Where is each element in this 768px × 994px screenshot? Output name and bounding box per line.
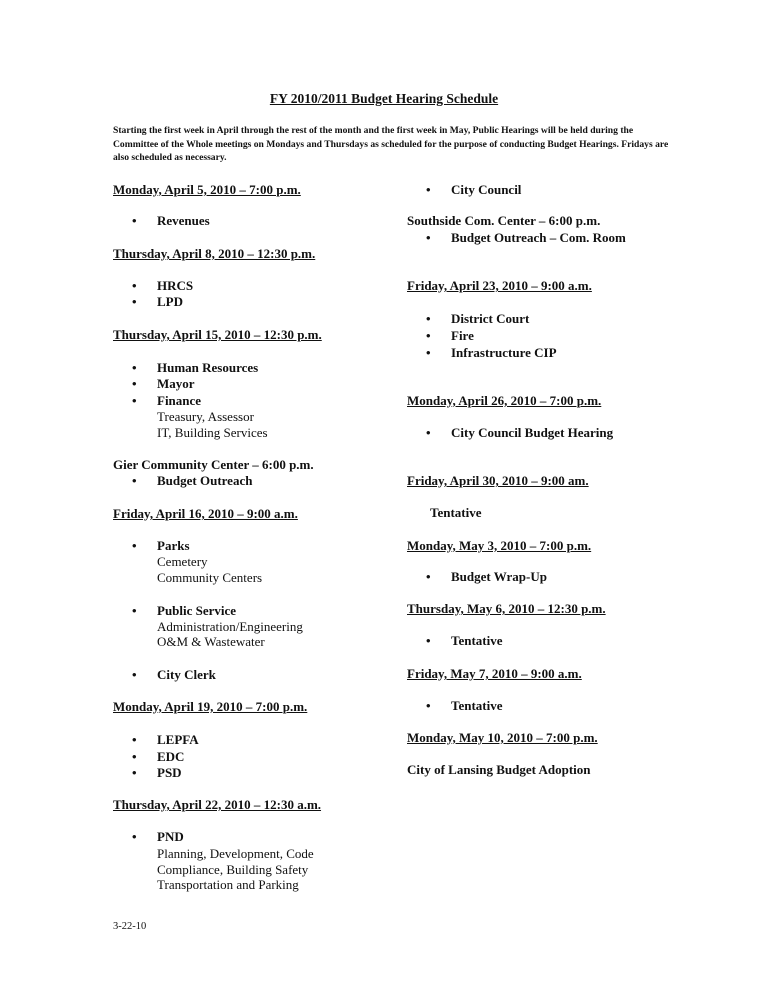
bullet-icon: •: [426, 698, 431, 713]
bullet-icon: •: [426, 633, 431, 648]
schedule-date-header: Thursday, April 8, 2010 – 12:30 p.m.: [113, 246, 316, 261]
agenda-item: [113, 749, 184, 765]
agenda-item-label: Tentative: [451, 633, 503, 648]
schedule-date-header: Friday, April 30, 2010 – 9:00 am.: [407, 473, 589, 488]
schedule-date-header: Thursday, April 22, 2010 – 12:30 a.m.: [113, 797, 322, 812]
agenda-item-label: City Council Budget Hearing: [451, 425, 614, 440]
agenda-item-label: Budget Wrap-Up: [451, 569, 547, 584]
agenda-subitem: Cemetery: [157, 554, 208, 569]
agenda-item: [113, 538, 190, 554]
agenda-item: [113, 765, 182, 781]
agenda-item-label: PSD: [157, 765, 182, 780]
agenda-item-label: LPD: [157, 294, 183, 309]
bullet-icon: •: [426, 311, 431, 326]
bullet-icon: •: [132, 278, 137, 293]
agenda-item: [113, 829, 184, 845]
schedule-date-header: Monday, April 5, 2010 – 7:00 p.m.: [113, 182, 301, 197]
adoption-note: City of Lansing Budget Adoption: [407, 762, 591, 777]
location-header: Southside Com. Center – 6:00 p.m.: [407, 213, 601, 228]
agenda-item: [407, 345, 557, 361]
agenda-item-label: District Court: [451, 311, 530, 326]
footer-date: 3-22-10: [113, 921, 147, 932]
agenda-item: [113, 213, 210, 229]
agenda-item: [113, 667, 216, 683]
schedule-date-header: Friday, May 7, 2010 – 9:00 a.m.: [407, 666, 582, 681]
bullet-icon: •: [132, 765, 137, 780]
bullet-icon: •: [132, 732, 137, 747]
agenda-item-label: Infrastructure CIP: [451, 345, 557, 360]
agenda-item-label: City Council: [451, 182, 522, 197]
schedule-date-header: Friday, April 23, 2010 – 9:00 a.m.: [407, 278, 592, 293]
agenda-item-label: Budget Outreach – Com. Room: [451, 230, 626, 245]
bullet-icon: •: [132, 213, 137, 228]
agenda-item: [113, 393, 201, 409]
document-title: FY 2010/2011 Budget Hearing Schedule: [269, 91, 499, 106]
agenda-item-label: PND: [157, 829, 184, 844]
bullet-icon: •: [132, 603, 137, 618]
agenda-item: [113, 294, 183, 310]
agenda-item-label: Fire: [451, 328, 474, 343]
agenda-item: [407, 182, 521, 198]
agenda-subitem: Compliance, Building Safety: [157, 862, 309, 877]
agenda-subitem: Treasury, Assessor: [157, 409, 254, 424]
agenda-item-label: Mayor: [157, 376, 195, 391]
bullet-icon: •: [426, 328, 431, 343]
agenda-item-label: Revenues: [157, 213, 210, 228]
bullet-icon: •: [132, 667, 137, 682]
agenda-item-label: LEPFA: [157, 732, 199, 747]
agenda-item: [113, 278, 193, 294]
bullet-icon: •: [132, 829, 137, 844]
agenda-subitem: O&M & Wastewater: [157, 634, 265, 649]
schedule-date-header: Friday, April 16, 2010 – 9:00 a.m.: [113, 506, 298, 521]
schedule-date-header: Monday, May 3, 2010 – 7:00 p.m.: [407, 538, 592, 553]
agenda-item: [113, 360, 258, 376]
bullet-icon: •: [426, 425, 431, 440]
agenda-item-label: City Clerk: [157, 667, 216, 682]
bullet-icon: •: [132, 393, 137, 408]
agenda-item: [113, 473, 252, 489]
agenda-subitem: Transportation and Parking: [157, 877, 299, 892]
agenda-item: [113, 376, 195, 392]
schedule-date-header: Monday, May 10, 2010 – 7:00 p.m.: [407, 730, 598, 745]
agenda-item: [407, 698, 503, 714]
bullet-icon: •: [426, 345, 431, 360]
bullet-icon: •: [426, 569, 431, 584]
bullet-icon: •: [132, 749, 137, 764]
agenda-item: [407, 633, 503, 649]
bullet-icon: •: [132, 538, 137, 553]
schedule-date-header: Monday, April 19, 2010 – 7:00 p.m.: [113, 699, 308, 714]
schedule-date-header: Thursday, May 6, 2010 – 12:30 p.m.: [407, 601, 606, 616]
agenda-item: [407, 569, 547, 585]
intro-paragraph: Starting the first week in April through the rest of the month and the first week in May, Public Hearings will be held during the Committee of the Whole meetings on Mondays and Thursdays as scheduled for the purpose of conducting Budget Hearings. Fridays are also scheduled as necessary.: [113, 125, 669, 163]
agenda-item: [113, 603, 236, 619]
agenda-item-label: Finance: [157, 393, 202, 408]
agenda-subitem: Community Centers: [157, 570, 263, 585]
agenda-item-label: Budget Outreach: [157, 473, 253, 488]
tentative-note: Tentative: [430, 505, 482, 520]
bullet-icon: •: [132, 360, 137, 375]
agenda-item: [407, 230, 626, 246]
bullet-icon: •: [426, 182, 431, 197]
schedule-date-header: Thursday, April 15, 2010 – 12:30 p.m.: [113, 327, 322, 342]
agenda-item-label: Tentative: [451, 698, 503, 713]
agenda-item-label: Parks: [157, 538, 190, 553]
schedule-date-header: Monday, April 26, 2010 – 7:00 p.m.: [407, 393, 602, 408]
bullet-icon: •: [132, 376, 137, 391]
agenda-subitem: Planning, Development, Code: [157, 846, 314, 861]
bullet-icon: •: [426, 230, 431, 245]
location-header: Gier Community Center – 6:00 p.m.: [113, 457, 314, 472]
agenda-item-label: EDC: [157, 749, 185, 764]
bullet-icon: •: [132, 294, 137, 309]
agenda-item-label: Public Service: [157, 603, 237, 618]
agenda-item: [113, 732, 199, 748]
agenda-item-label: Human Resources: [157, 360, 259, 375]
agenda-subitem: IT, Building Services: [157, 425, 268, 440]
agenda-item: [407, 425, 613, 441]
bullet-icon: •: [132, 473, 137, 488]
agenda-subitem: Administration/Engineering: [157, 619, 303, 634]
agenda-item: [407, 328, 474, 344]
agenda-item: [407, 311, 529, 327]
agenda-item-label: HRCS: [157, 278, 194, 293]
